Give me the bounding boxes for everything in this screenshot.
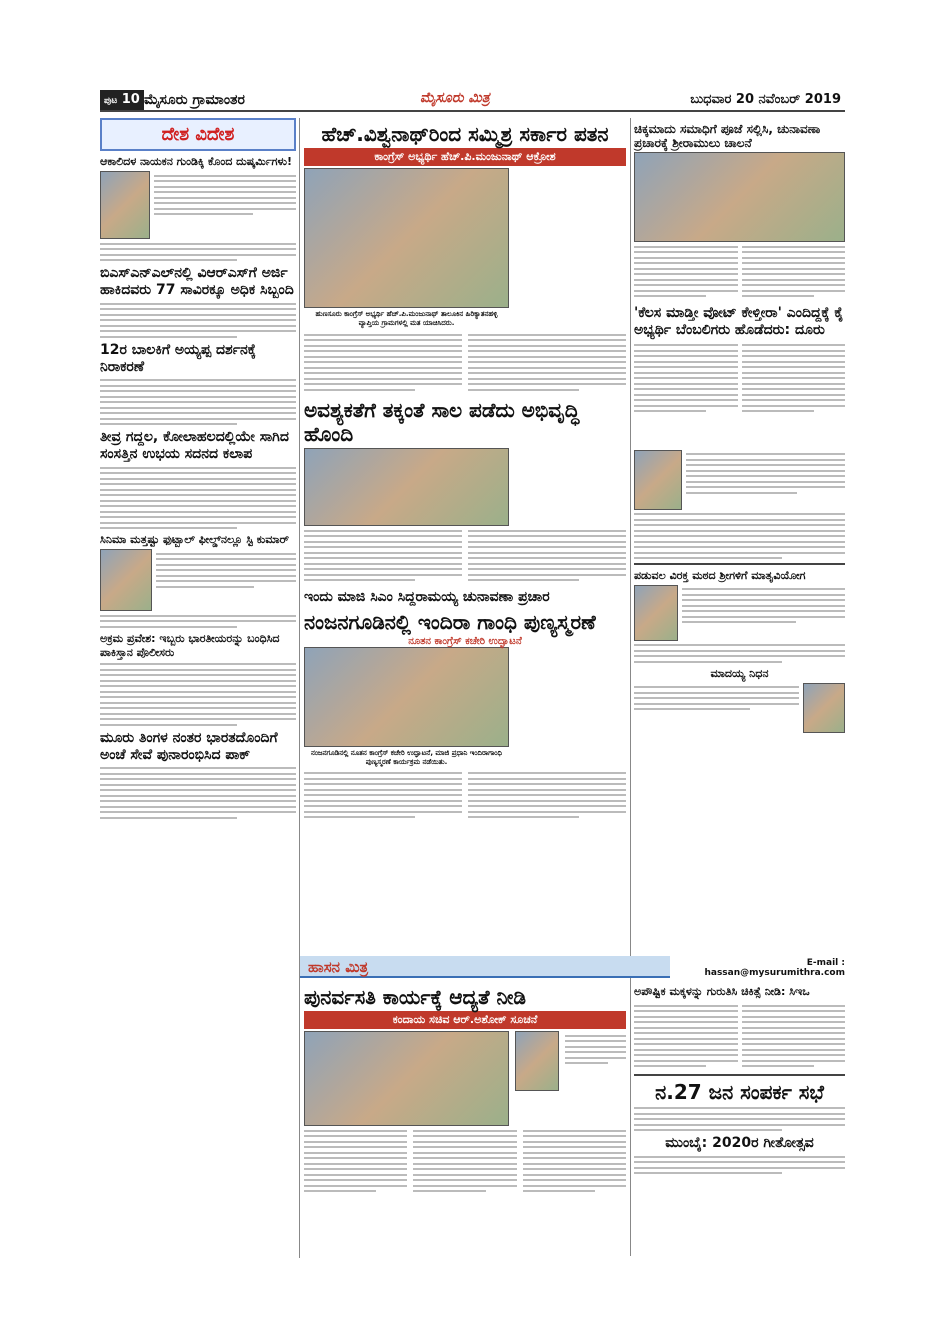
photo xyxy=(803,683,845,733)
hassan-main xyxy=(304,981,626,1196)
photo-caption: ನಂಜನಗೂಡಿನಲ್ಲಿ ನೂತನ ಕಾಂಗ್ರೆಸ್ ಕಚೇರಿ ಉದ್ಘಾಟನೆ, ಮಾಜಿ ಪ್ರಧಾನಿ ಇಂದಿರಾಗಾಂಧಿ ಪುಣ್ಯಸ್ಮರಣೆ ಕಾರ್ಯಕ್ರಮ ನಡೆಯಿತು. xyxy=(310,748,503,766)
headline: 12ರ ಬಾಲಕಿಗೆ ಅಯ್ಯಪ್ಪ ದರ್ಶನಕ್ಕೆ ನಿರಾಕರಣೆ xyxy=(100,341,256,375)
newspaper-page xyxy=(100,88,845,1258)
masthead: ಮೈಸೂರು ಮಿತ್ರ xyxy=(420,90,490,106)
photo xyxy=(304,647,509,747)
headline: ಬಿಎಸ್‌ಎನ್‌ಎಲ್‌ನಲ್ಲಿ ವಿಆರ್‌ಎಸ್‌ಗೆ ಅರ್ಜಿ ಹಾಕಿದವರು 77 ಸಾವಿರಕ್ಕೂ ಅಧಿಕ ಸಿಬ್ಬಂದಿ xyxy=(100,265,294,298)
headline: ಮುಂಬೈ: 2020ರ ಗೀತೋತ್ಸವ xyxy=(665,1135,814,1151)
headline: ಚಿಕ್ಕಮಾದು ಸಮಾಧಿಗೆ ಪೂಜೆ ಸಲ್ಲಿಸಿ, ಚುನಾವಣಾ ಪ್ರಚಾರಕ್ಕೆ ಶ್ರೀರಾಮುಲು ಚಾಲನೆ xyxy=(634,122,821,150)
photo xyxy=(634,152,845,242)
headline: ಅಕ್ರಮ ಪ್ರವೇಶ: ಇಬ್ಬರು ಭಾರತೀಯರನ್ನು ಬಂಧಿಸಿದ ಪಾಕಿಸ್ತಾನ ಪೊಲೀಸರು xyxy=(100,631,280,659)
headline: ಅವಶ್ಯಕತೆಗೆ ತಕ್ಕಂತೆ ಸಾಲ ಪಡೆದು ಅಭಿವೃದ್ಧಿ ಹೊಂದಿ xyxy=(304,398,580,446)
photo xyxy=(634,450,682,510)
middle-column xyxy=(304,118,626,822)
photo xyxy=(100,549,152,611)
headline: ಸಿನಿಮಾ ಮತ್ತಷ್ಟು ಫುಟ್ಬಾಲ್ ಫೀಲ್ಡ್‌ನಲ್ಲೂ ಸ್ಟಿ ಕುಮಾರ್ xyxy=(100,533,289,546)
headline: 'ಕೆಲಸ ಮಾಡ್ತೀ ವೋಟ್ ಕೇಳ್ತೀರಾ' ಎಂದಿದ್ದಕ್ಕೆ ಕೈ ಅಭ್ಯರ್ಥಿ ಬೆಂಬಲಿಗರು ಹೊಡೆದರು: ದೂರು xyxy=(634,304,844,338)
section-email: E-mail : hassan@mysurumithra.com xyxy=(704,958,845,978)
headline: ತೀವ್ರ ಗದ್ದಲ, ಕೋಲಾಹಲದಲ್ಲಿಯೇ ಸಾಗಿದ ಸಂಸತ್ತಿನ ಉಭಯ ಸದನದ ಕಲಾಪ xyxy=(100,429,289,462)
headline: ಇಂದು ಮಾಜಿ ಸಿಎಂ ಸಿದ್ದರಾಮಯ್ಯ ಚುನಾವಣಾ ಪ್ರಚಾರ xyxy=(304,588,550,605)
headline: ನಂಜನಗೂಡಿನಲ್ಲಿ ಇಂದಿರಾ ಗಾಂಧಿ ಪುಣ್ಯಸ್ಮರಣೆ xyxy=(304,609,596,634)
right-column xyxy=(634,118,845,733)
photo xyxy=(304,1031,509,1126)
headline: ನ.27 ಜನ ಸಂಪರ್ಕ ಸಭೆ xyxy=(655,1079,824,1104)
subheadline: ಕಂದಾಯ ಸಚಿವ ಆರ್.ಅಶೋಕ್ ಸೂಚನೆ xyxy=(304,1011,626,1029)
photo xyxy=(634,585,678,641)
headline: ಅಪೌಷ್ಟಿಕ ಮಕ್ಕಳನ್ನು ಗುರುತಿಸಿ ಚಿಕಿತ್ಸೆ ನೀಡಿ: ಸಿಇಒ xyxy=(634,985,810,998)
hassan-right xyxy=(634,981,845,1178)
headline: ಆಕಾಲಿದಳ ನಾಯಕನ ಗುಂಡಿಕ್ಕಿ ಕೊಂದ ದುಷ್ಕರ್ಮಿಗಳು! xyxy=(100,155,292,168)
photo xyxy=(100,171,150,239)
headline: ಪುನರ್ವಸತಿ ಕಾರ್ಯಕ್ಕೆ ಆದ್ಯತೆ ನೀಡಿ xyxy=(304,985,527,1009)
photo-caption: ಹುಣಸೂರು ಕಾಂಗ್ರೆಸ್ ಅಭ್ಯರ್ಥಿ ಹೆಚ್.ಪಿ.ಮಂಜುನಾಥ್ ತಾಲೂಕಿನ ಹಿರಿಕ್ಯಾತನಹಳ್ಳಿ ವ್ಯಾಪ್ತಿಯ ಗ್ರಾಮಗಳಲ್ಲಿ ಮತ ಯಾಚಿಸಿದರು. xyxy=(315,310,498,327)
headline: ಮೂರು ತಿಂಗಳ ನಂತರ ಭಾರತದೊಂದಿಗೆ ಅಂಚೆ ಸೇವೆ ಪುನಾರಂಭಿಸಿದ ಪಾಕ್ xyxy=(100,729,278,763)
photo xyxy=(515,1031,559,1091)
headline: ಪಡುವಲ ವಿರಕ್ತ ಮಠದ ಶ್ರೀಗಳಿಗೆ ಮಾತೃವಿಯೋಗ xyxy=(634,568,806,582)
lead-headline: ಹೆಚ್.ವಿಶ್ವನಾಥ್‌ರಿಂದ ಸಮ್ಮಿಶ್ರ ಸರ್ಕಾರ ಪತನ xyxy=(321,122,609,146)
issue-date: ಬುಧವಾರ 20 ನವೆಂಬರ್ 2019 xyxy=(690,92,841,107)
page-number: ಪುಟ 10 xyxy=(100,90,144,110)
hassan-section-band xyxy=(300,956,670,978)
left-column xyxy=(100,118,296,822)
photo xyxy=(304,448,509,526)
section-title: ಮೈಸೂರು ಗ್ರಾಮಾಂತರ xyxy=(144,92,245,108)
obituary-title: ಮಾದಯ್ಯ ನಿಧನ xyxy=(710,666,769,680)
lead-subheadline: ಕಾಂಗ್ರೆಸ್ ಅಭ್ಯರ್ಥಿ ಹೆಚ್.ಪಿ.ಮಂಜುನಾಥ್ ಆಕ್ರೋಶ xyxy=(304,148,626,166)
box-title: ದೇಶ ವಿದೇಶ xyxy=(100,118,296,151)
subheadline: ನೂತನ ಕಾಂಗ್ರೆಸ್ ಕಚೇರಿ ಉದ್ಘಾಟನೆ xyxy=(408,635,522,647)
page-header xyxy=(100,88,845,112)
lead-photo xyxy=(304,168,509,308)
section-title: ಹಾಸನ ಮಿತ್ರ xyxy=(308,958,369,976)
